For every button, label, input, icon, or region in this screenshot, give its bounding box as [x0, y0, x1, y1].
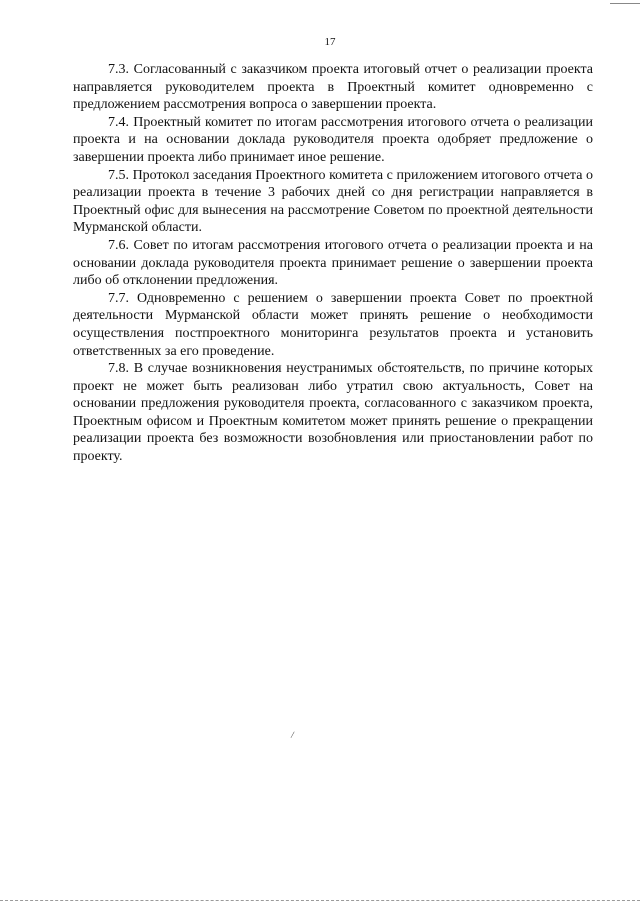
page-number: 17 [324, 36, 336, 48]
scan-edge-bottom [0, 900, 640, 901]
stray-scan-mark: / [290, 729, 295, 742]
paragraph-7-6: 7.6. Совет по итогам рассмотрения итогового отчета о реализации проекта и на основании доклада руководителя проекта принимает решение о завершении проекта либо об отклонении предложения. [73, 237, 593, 289]
document-body [73, 61, 593, 466]
paragraph-7-7: 7.7. Одновременно с решением о завершении проекта Совет по проектной деятельности Мурманской области может принять решение о необходимости осуществления постпроектного мониторинга результатов проекта и установить ответственных за его проведение. [73, 290, 593, 359]
paragraph-7-8: 7.8. В случае возникновения неустранимых обстоятельств, по причине которых проект не может быть реализован либо утратил свою актуальность, Совет на основании предложения руководителя проекта, согласованного с заказчиком проекта, Проектным офисом и Проектным комитетом может принять решение о прекращении реализации проекта без возможности возобновления или приостановлении работ по проекту. [73, 361, 593, 465]
scan-edge-top [610, 0, 640, 4]
paragraph-7-4: 7.4. Проектный комитет по итогам рассмотрения итогового отчета о реализации проекта и на основании доклада руководителя проекта одобряет предложение о завершении проекта либо принимает иное решение. [73, 114, 593, 165]
paragraph-7-5: 7.5. Протокол заседания Проектного комитета с приложением итогового отчета о реализации проекта в течение 3 рабочих дней со дня регистрации направляется в Проектный офис для вынесения на рассмотрение Советом по проектной деятельности Мурманской области. [73, 167, 593, 236]
paragraph-7-3: 7.3. Согласованный с заказчиком проекта итоговый отчет о реализации проекта направляется руководителем проекта в Проектный комитет одновременно с предложением рассмотрения вопроса о завершении проекта. [73, 62, 593, 113]
